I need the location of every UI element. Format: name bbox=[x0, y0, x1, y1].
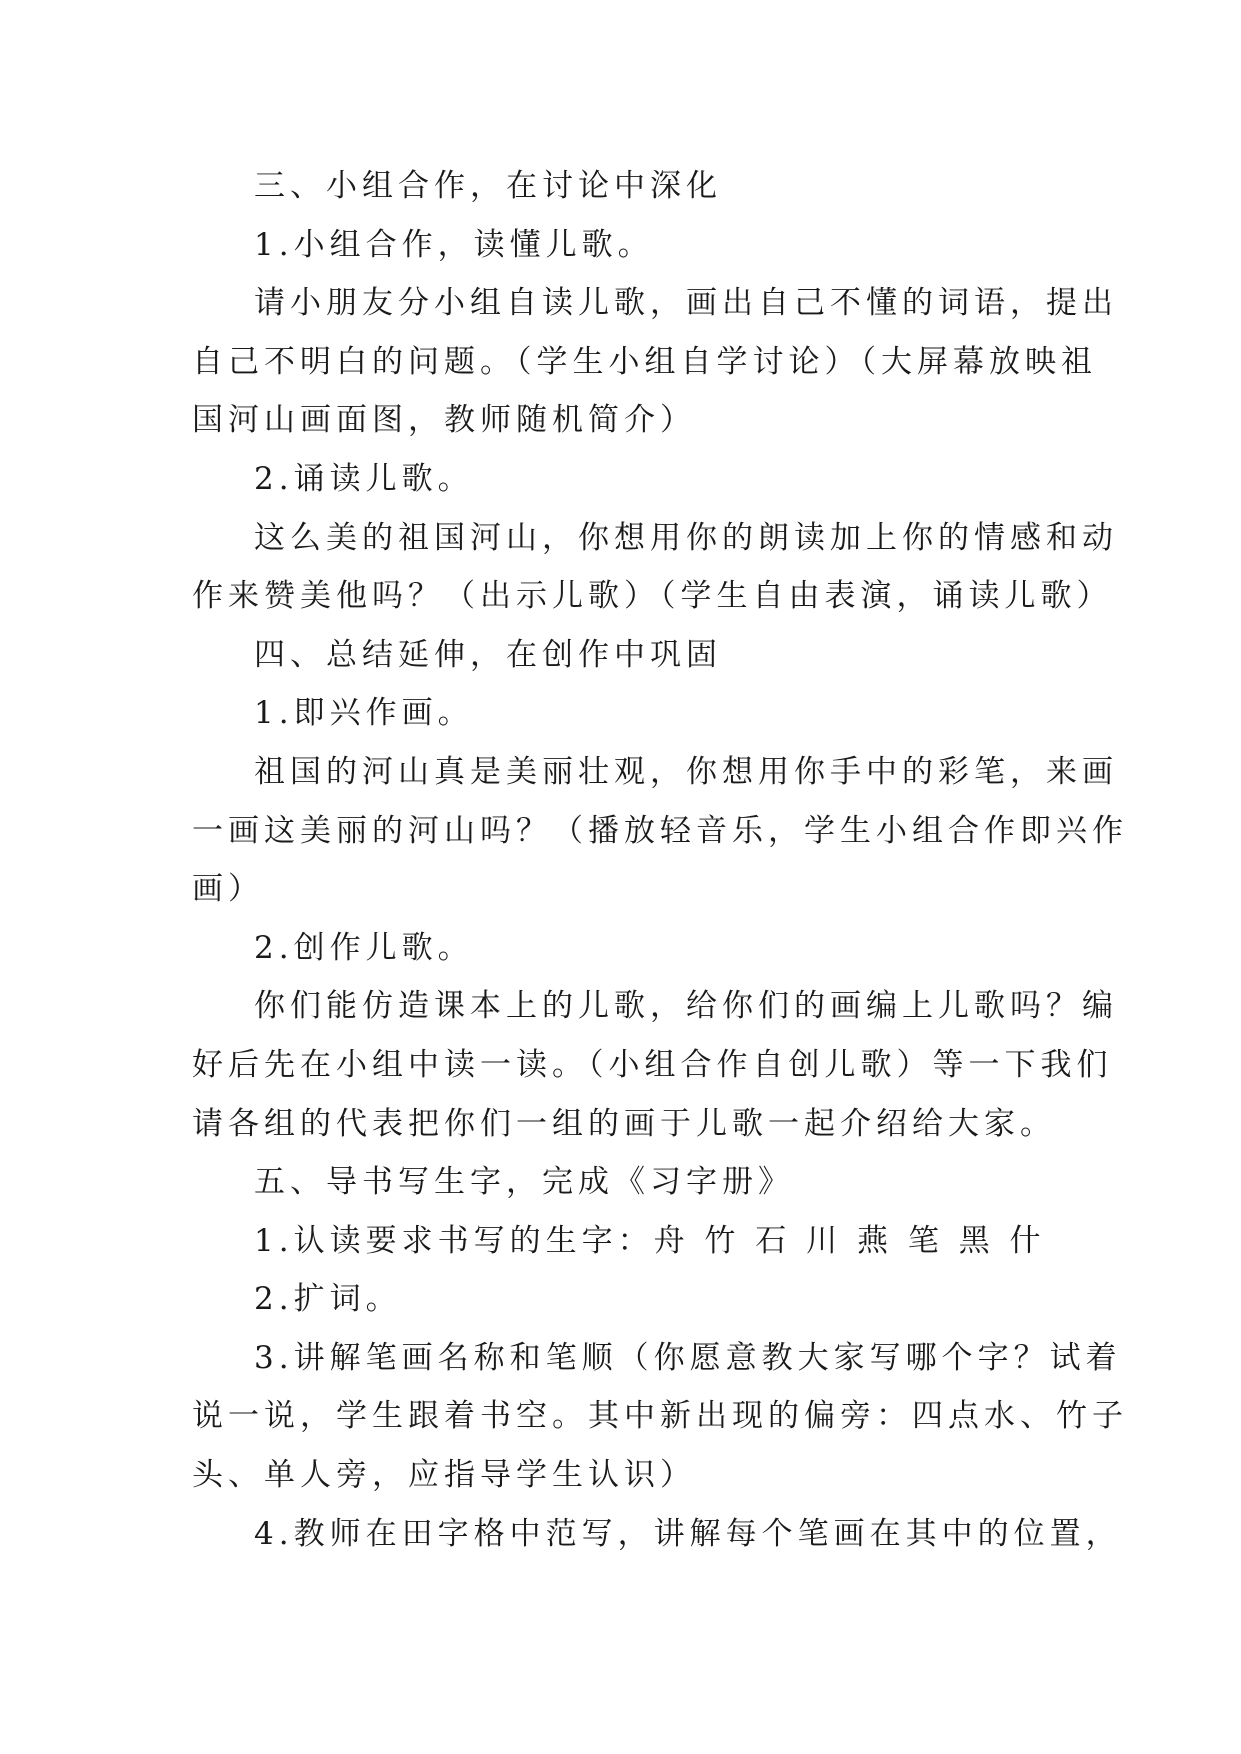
list-item-strokes: 3.讲解笔画名称和笔顺（你愿意教大家写哪个字？试着 bbox=[254, 1339, 1122, 1376]
paragraph-line: 祖国的河山真是美丽壮观，你想用你手中的彩笔，来画 bbox=[254, 753, 1118, 790]
paragraph-line: 好后先在小组中读一读。（小组合作自创儿歌）等一下我们 bbox=[192, 1046, 1113, 1083]
section-heading-4: 四、总结延伸，在创作中巩固 bbox=[254, 636, 722, 673]
subheading-drawing: 1.即兴作画。 bbox=[254, 695, 474, 732]
paragraph-line: 作来赞美他吗？（出示儿歌）（学生自由表演，诵读儿歌） bbox=[192, 578, 1113, 615]
document-body bbox=[192, 157, 1128, 1563]
paragraph-line: 说一说，学生跟着书空。其中新出现的偏旁：四点水、竹子 bbox=[192, 1398, 1128, 1435]
section-heading-3: 三、小组合作，在讨论中深化 bbox=[254, 168, 722, 204]
section-heading-5: 五、导书写生字，完成《习字册》 bbox=[254, 1164, 794, 1201]
list-item-characters: 1.认读要求书写的生字：舟 竹 石 川 燕 笔 黑 什 bbox=[254, 1222, 1046, 1259]
subheading-recite: 2.诵读儿歌。 bbox=[254, 460, 474, 497]
paragraph-line: 头、单人旁，应指导学生认识） bbox=[192, 1457, 696, 1494]
list-item-expand-words: 2.扩词。 bbox=[254, 1281, 402, 1318]
paragraph-line: 请小朋友分小组自读儿歌，画出自己不懂的词语，提出 bbox=[254, 285, 1118, 322]
paragraph-line: 你们能仿造课本上的儿歌，给你们的画编上儿歌吗？编 bbox=[254, 988, 1118, 1025]
paragraph-line: 一画这美丽的河山吗？（播放轻音乐，学生小组合作即兴作 bbox=[192, 812, 1128, 849]
paragraph-line: 国河山画面图，教师随机简介） bbox=[192, 402, 696, 439]
paragraph-line: 这么美的祖国河山，你想用你的朗读加上你的情感和动 bbox=[254, 519, 1118, 556]
subheading-read-songs: 1.小组合作，读懂儿歌。 bbox=[254, 226, 654, 263]
paragraph-line: 请各组的代表把你们一组的画于儿歌一起介绍给大家。 bbox=[192, 1105, 1056, 1142]
paragraph-line: 画） bbox=[192, 871, 264, 908]
subheading-create-songs: 2.创作儿歌。 bbox=[254, 929, 474, 966]
list-item-demonstration: 4.教师在田字格中范写，讲解每个笔画在其中的位置， bbox=[254, 1515, 1122, 1552]
paragraph-line: 自己不明白的问题。（学生小组自学讨论）（大屏幕放映祖 bbox=[192, 343, 1097, 380]
